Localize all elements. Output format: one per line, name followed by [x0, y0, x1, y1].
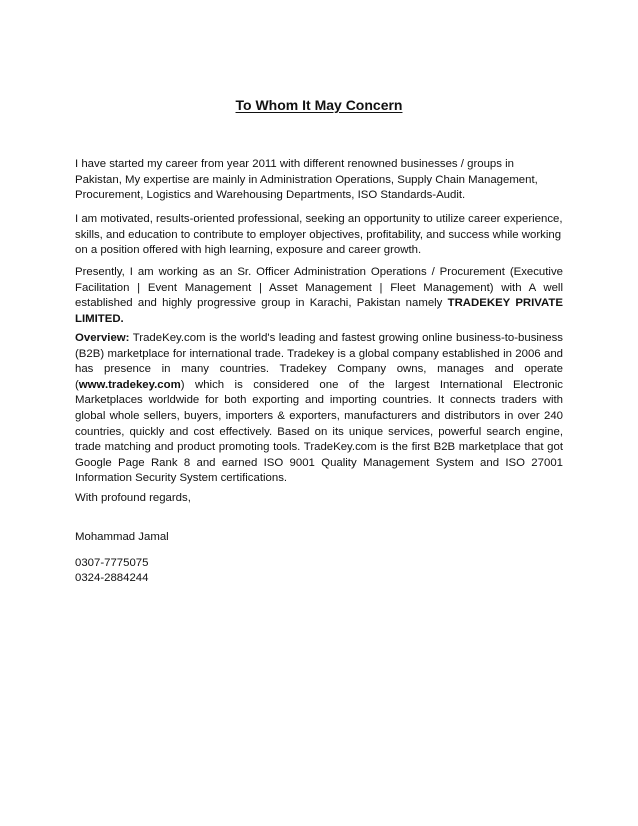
closing-line: With profound regards,	[75, 492, 191, 504]
overview-paragraph	[75, 331, 563, 487]
overview-text-part1: TradeKey.com is the world's leading and fastest growing online business-to-business (B2B) marketplace for international trade. Tradekey is a global company established in 2006 and has presence in many countries. Tradekey Company owns, manages and operate (	[75, 332, 563, 391]
phone-number-1: 0307-7775075	[75, 557, 149, 569]
objective-paragraph: I am motivated, results-oriented professional, seeking an opportunity to utilize career experience, skills, and education to contribute to employer objectives, profitability, and success while working on a position offered with high learning, exposure and career growth.	[75, 213, 563, 257]
letter-title: To Whom It May Concern	[235, 97, 403, 113]
phone-number-2: 0324-2884244	[75, 572, 149, 584]
website-link[interactable]: www.tradekey.com	[78, 378, 181, 391]
current-position-text: Presently, I am working as an Sr. Officer Administration Operations / Procurement (Executive Facilitation | Event Management | Asset Management | Fleet Management) with A well established and highly progressive group in Karachi, Pakistan namely	[75, 266, 563, 310]
company-name: TRADEKEY PRIVATE LIMITED.	[75, 297, 563, 325]
career-paragraph: I have started my career from year 2011 with different renowned businesses / groups in Pakistan, My expertise are mainly in Administration Operations, Supply Chain Management, Procurement, Logistics and Warehousing Departments, ISO Standards-Audit.	[75, 158, 538, 202]
current-position-paragraph	[75, 265, 563, 327]
overview-text-part2: ) which is considered one of the largest International Electronic Marketplaces worldwide for both exporting and importing countries. It connects traders with global whole sellers, buyers, importers & exporters, manufacturers and distributors in over 240 countries, quickly and cost effectively. Based on its unique services, powerful search engine, trade matching and product promoting tools. TradeKey.com is the first B2B marketplace that got Google Page Rank 8 and earned ISO 9001 Quality Management System and ISO 27001 Information Security System certifications.	[75, 378, 563, 485]
signer-name: Mohammad Jamal	[75, 531, 169, 543]
overview-label: Overview:	[75, 332, 130, 344]
